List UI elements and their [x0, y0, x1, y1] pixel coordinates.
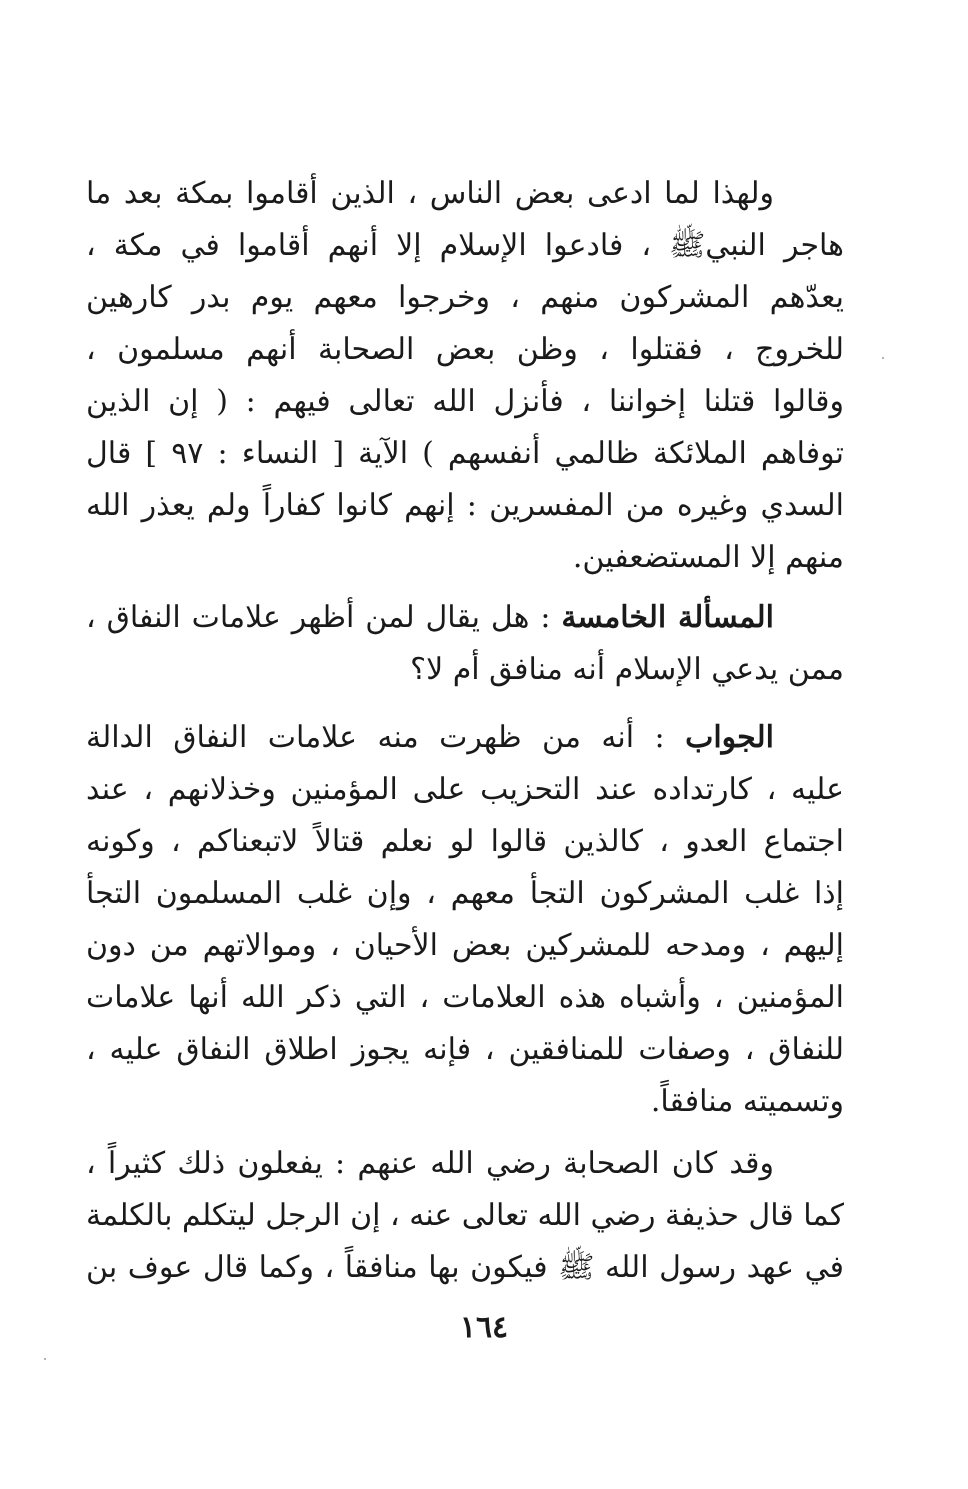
- question-heading: المسألة الخامسة: [561, 600, 775, 635]
- text-line: ولهذا لما ادعى بعض الناس ، الذين أقاموا بمكة بعد ما: [86, 176, 774, 211]
- text-line: الجواب : أنه من ظهرت منه علامات النفاق الدالة: [86, 720, 774, 755]
- text-line: ممن يدعي الإسلام أنه منافق أم لا؟: [410, 652, 844, 687]
- page-number: ١٦٤: [459, 1310, 509, 1345]
- text-line: المؤمنين ، وأشباه هذه العلامات ، التي ذكر الله أنها علامات: [86, 980, 844, 1015]
- text-line: وقد كان الصحابة رضي الله عنهم : يفعلون ذلك كثيراً ،: [86, 1146, 774, 1181]
- text-line: عليه ، كارتداده عند التحزيب على المؤمنين وخذلانهم ، عند: [86, 772, 844, 807]
- text-line: للخروج ، فقتلوا ، وظن بعض الصحابة أنهم مسلمون ،: [86, 332, 844, 367]
- page-speck: [882, 357, 884, 359]
- page-speck: [44, 1358, 46, 1360]
- text-line: منهم إلا المستضعفين.: [572, 540, 844, 575]
- text-line: يعدّهم المشركون منهم ، وخرجوا معهم يوم بدر كارهين: [86, 280, 844, 315]
- text-line: المسألة الخامسة : هل يقال لمن أظهر علامات النفاق ،: [86, 600, 775, 635]
- text-line: كما قال حذيفة رضي الله تعالى عنه ، إن الرجل ليتكلم بالكلمة: [86, 1198, 844, 1233]
- text-line: اجتماع العدو ، كالذين قالوا لو نعلم قتالاً لاتبعناكم ، وكونه: [86, 824, 844, 859]
- text-line: للنفاق ، وصفات للمنافقين ، فإنه يجوز اطلاق النفاق عليه ،: [86, 1032, 844, 1067]
- answer-heading: الجواب: [685, 720, 774, 755]
- text-line: السدي وغيره من المفسرين : إنهم كانوا كفاراً ولم يعذر الله: [86, 488, 844, 523]
- text-line: إذا غلب المشركون التجأ معهم ، وإن غلب المسلمون التجأ: [86, 876, 844, 911]
- text-line: توفاهم الملائكة ظالمي أنفسهم ) الآية [ النساء : ٩٧ ] قال: [86, 436, 844, 471]
- text-line: في عهد رسول الله ﷺ فيكون بها منافقاً ، وكما قال عوف بن: [86, 1250, 844, 1285]
- text-line: هاجر النبيﷺ ، فادعوا الإسلام إلا أنهم أقاموا في مكة ،: [86, 228, 844, 263]
- text-line: وتسميته منافقاً.: [650, 1084, 844, 1119]
- text-line: إليهم ، ومدحه للمشركين بعض الأحيان ، وموالاتهم من دون: [86, 928, 844, 963]
- text-line: وقالوا قتلنا إخواننا ، فأنزل الله تعالى فيهم : ( إن الذين: [86, 384, 844, 419]
